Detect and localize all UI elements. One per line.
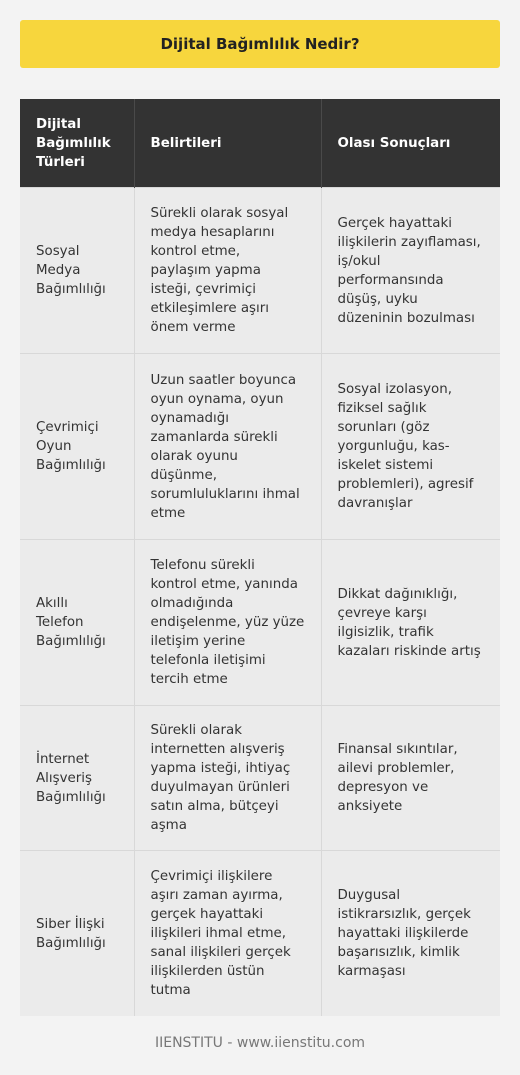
- outcomes-cell: Gerçek hayattaki ilişkilerin zayıflaması, iş/okul performansında düşüş, uyku düzeninin bozulması: [321, 188, 500, 354]
- outcomes-cell: Duygusal istikrarsızlık, gerçek hayattaki ilişkilerde başarısızlık, kimlik karmaşası: [321, 851, 500, 1017]
- outcomes-cell: Finansal sıkıntılar, ailevi problemler, depresyon ve anksiyete: [321, 706, 500, 851]
- addiction-type-cell: Sosyal Medya Bağımlılığı: [20, 188, 134, 354]
- table-row: [20, 188, 500, 354]
- addiction-type-cell: İnternet Alışveriş Bağımlılığı: [20, 706, 134, 851]
- header-types: Dijital Bağımlılık Türleri: [20, 99, 134, 188]
- table-row: [20, 851, 500, 1017]
- outcomes-cell: Dikkat dağınıklığı, çevreye karşı ilgisizlik, trafik kazaları riskinde artış: [321, 540, 500, 706]
- header-symptoms: Belirtileri: [134, 99, 321, 188]
- table-row: [20, 540, 500, 706]
- addiction-type-cell: Çevrimiçi Oyun Bağımlılığı: [20, 354, 134, 540]
- symptoms-cell: Sürekli olarak sosyal medya hesaplarını kontrol etme, paylaşım yapma isteği, çevrimiçi etkileşimlere aşırı önem verme: [134, 188, 321, 354]
- symptoms-cell: Sürekli olarak internetten alışveriş yapma isteği, ihtiyaç duyulmayan ürünleri satın alma, bütçeyi aşma: [134, 706, 321, 851]
- symptoms-cell: Çevrimiçi ilişkilere aşırı zaman ayırma, gerçek hayattaki ilişkileri ihmal etme, sanal ilişkileri gerçek ilişkilerden üstün tutma: [134, 851, 321, 1017]
- table-row: [20, 706, 500, 851]
- symptoms-cell: Uzun saatler boyunca oyun oynama, oyun oynamadığı zamanlarda sürekli olarak oyunu düşünme, sorumluluklarını ihmal etme: [134, 354, 321, 540]
- digital-addiction-table: [20, 99, 500, 1016]
- page-title: Dijital Bağımlılık Nedir?: [20, 20, 500, 68]
- addiction-type-cell: Akıllı Telefon Bağımlılığı: [20, 540, 134, 706]
- header-outcomes: Olası Sonuçları: [321, 99, 500, 188]
- outcomes-cell: Sosyal izolasyon, fiziksel sağlık sorunları (göz yorgunluğu, kas-iskelet sistemi problemleri), agresif davranışlar: [321, 354, 500, 540]
- symptoms-cell: Telefonu sürekli kontrol etme, yanında olmadığında endişelenme, yüz yüze iletişim yerine telefonla iletişimi tercih etme: [134, 540, 321, 706]
- table-row: [20, 354, 500, 540]
- addiction-type-cell: Siber İlişki Bağımlılığı: [20, 851, 134, 1017]
- table-header-row: [20, 99, 500, 188]
- footer-credit: IIENSTITU - www.iienstitu.com: [154, 1035, 366, 1051]
